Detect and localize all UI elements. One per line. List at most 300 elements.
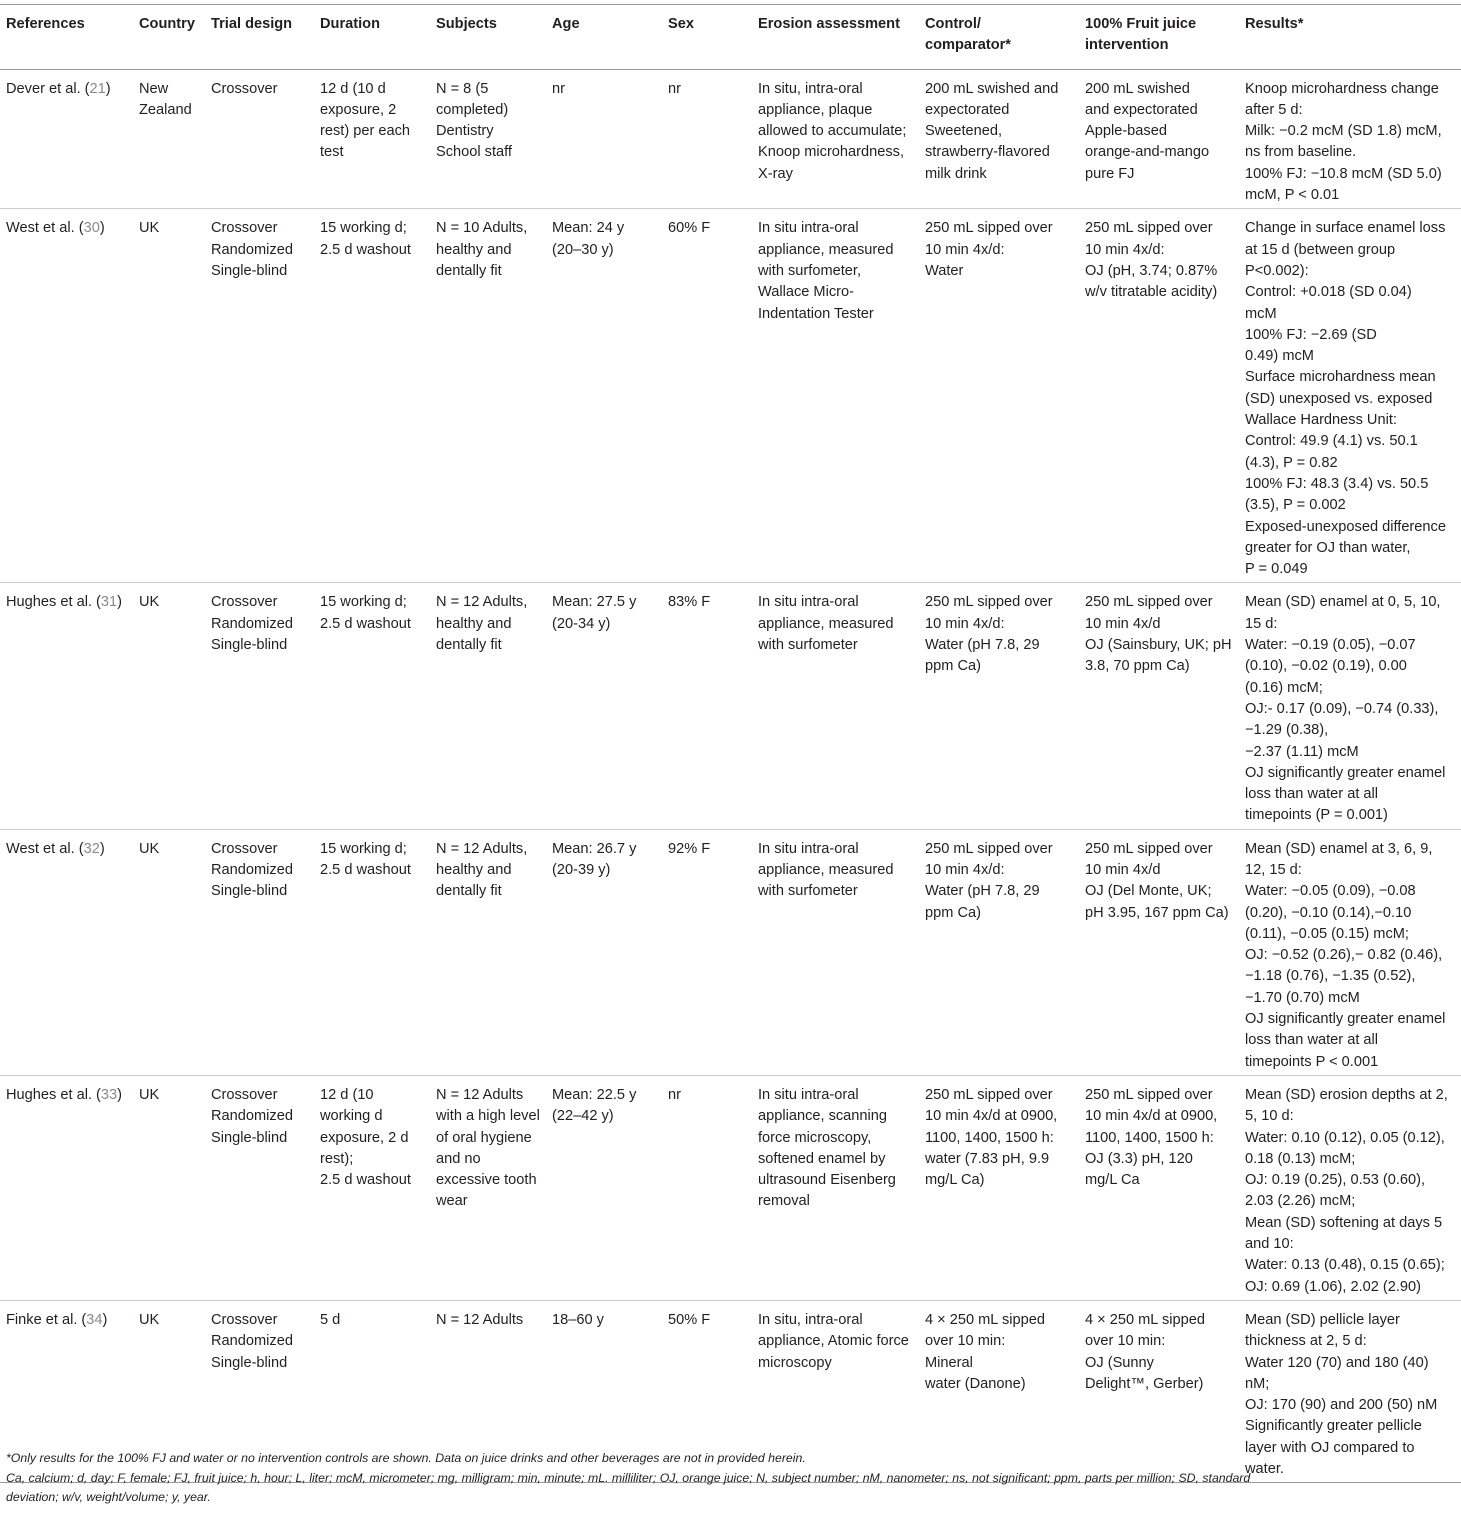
cell-line: 100% FJ: −2.69 (SD [1245, 326, 1377, 343]
cell-line: Mean (SD) erosion depths at 2, [1245, 1086, 1448, 1103]
cell-line: In situ intra-oral [758, 1086, 859, 1103]
cell-line: Mean (SD) enamel at 0, 5, 10, [1245, 594, 1441, 611]
age-cell [546, 583, 662, 829]
cell-line: Indentation Tester [758, 305, 874, 322]
cell-line: mg/L Ca) [925, 1172, 985, 1189]
cell-line: 92% F [668, 840, 711, 857]
sex-cell [662, 69, 752, 209]
cell-line: 250 mL sipped over [925, 594, 1053, 611]
table-row [0, 829, 1461, 1075]
cell-line: 100% FJ: 48.3 (3.4) vs. 50.5 [1245, 475, 1429, 492]
subjects-cell [430, 583, 546, 829]
control-cell [919, 209, 1079, 583]
cell-line: water (Danone) [925, 1375, 1026, 1392]
cell-line: −2.37 (1.11) mcM [1245, 743, 1359, 760]
col-header-intervention [1079, 5, 1239, 70]
cell-line: expectorated [925, 101, 1010, 118]
cell-line: pure FJ [1085, 165, 1135, 182]
subjects-cell [430, 209, 546, 583]
cell-line: 12, 15 d: [1245, 861, 1302, 878]
control-cell [919, 583, 1079, 829]
cell-line: Mean (SD) softening at days 5 [1245, 1214, 1443, 1231]
reference-author: West et al. ( [6, 840, 84, 857]
cell-line: UK [139, 220, 160, 237]
cell-line: (0.20), −0.10 (0.14),−0.10 [1245, 904, 1412, 921]
cell-line: N = 12 Adults [436, 1311, 524, 1328]
footnote-line: *Only results for the 100% FJ and water or no intervention controls are shown. Data on juice drinks and other beverages are not in provided herein. [6, 1451, 806, 1465]
reference-author: Finke et al. ( [6, 1311, 87, 1328]
trial-design-cell [205, 1075, 314, 1300]
cell-line: nr [668, 1086, 681, 1103]
cell-line: 250 mL sipped over [1085, 1086, 1213, 1103]
reference-number-link[interactable]: 32 [83, 840, 100, 857]
cell-line: P<0.002): [1245, 262, 1309, 279]
cell-line: 18–60 y [552, 1311, 604, 1328]
cell-line: healthy and [436, 241, 512, 258]
age-cell [546, 829, 662, 1075]
cell-line: OJ: 0.19 (0.25), 0.53 (0.60), [1245, 1172, 1426, 1189]
cell-line: −1.70 (0.70) mcM [1245, 989, 1360, 1006]
cell-line: with a high level [436, 1108, 540, 1125]
cell-line: In situ, intra-oral [758, 80, 863, 97]
results-cell [1239, 209, 1461, 583]
cell-line: Water: 0.13 (0.48), 0.15 (0.65); [1245, 1257, 1445, 1274]
country-cell [133, 1075, 205, 1300]
cell-line: dentally fit [436, 262, 502, 279]
sex-cell [662, 583, 752, 829]
cell-line: and expectorated [1085, 101, 1198, 118]
cell-line: Delight™, Gerber) [1085, 1375, 1204, 1392]
col-header-results: Results* [1239, 5, 1461, 70]
cell-line: after 5 d: [1245, 101, 1303, 118]
erosion-assessment-cell [752, 829, 919, 1075]
cell-line: 10 min 4x/d [1085, 615, 1161, 632]
cell-line: School staff [436, 144, 512, 161]
cell-line: 2.03 (2.26) mcM; [1245, 1193, 1356, 1210]
reference-close: ) [117, 1086, 123, 1103]
cell-line: layer with OJ compared to [1245, 1439, 1415, 1456]
cell-line: (3.5), P = 0.002 [1245, 497, 1346, 514]
cell-line: In situ intra-oral [758, 220, 859, 237]
reference-close: ) [105, 80, 111, 97]
cell-line: 1100, 1400, 1500 h: [1085, 1129, 1214, 1146]
cell-line: Crossover [211, 220, 278, 237]
reference-author: Dever et al. ( [6, 80, 90, 97]
cell-line: 250 mL sipped over [1085, 594, 1213, 611]
cell-line: N = 10 Adults, [436, 220, 528, 237]
cell-line: dentally fit [436, 637, 502, 654]
cell-line: UK [139, 840, 160, 857]
cell-line: appliance, measured [758, 241, 894, 258]
cell-line: ultrasound Eisenberg [758, 1172, 896, 1189]
intervention-cell [1079, 829, 1239, 1075]
header-line: Control/ [925, 16, 981, 32]
reference-number-link[interactable]: 21 [89, 80, 106, 97]
cell-line: water. [1245, 1461, 1284, 1477]
control-cell [919, 1075, 1079, 1300]
cell-line: 2.5 d washout [320, 615, 411, 632]
cell-line: Randomized [211, 1108, 293, 1125]
cell-line: (20-39 y) [552, 861, 611, 878]
control-cell [919, 829, 1079, 1075]
cell-line: Change in surface enamel loss [1245, 220, 1446, 237]
cell-line: loss than water at all [1245, 1032, 1379, 1049]
cell-line: (20-34 y) [552, 615, 611, 632]
cell-line: removal [758, 1193, 810, 1210]
header-line: 100% Fruit juice [1085, 16, 1197, 32]
cell-line: and 10: [1245, 1236, 1294, 1253]
cell-line: 200 mL swished and [925, 80, 1059, 97]
results-cell [1239, 69, 1461, 209]
cell-line: Apple-based [1085, 123, 1167, 140]
cell-line: 10 min 4x/d at 0900, [925, 1108, 1058, 1125]
cell-line: with surfometer [758, 883, 858, 900]
trial-design-cell [205, 583, 314, 829]
cell-line: appliance, plaque [758, 101, 873, 118]
country-cell [133, 69, 205, 209]
intervention-cell [1079, 1075, 1239, 1300]
cell-line: OJ (Del Monte, UK; [1085, 883, 1212, 900]
results-cell [1239, 829, 1461, 1075]
cell-line: 83% F [668, 594, 711, 611]
cell-line: (0.16) mcM; [1245, 679, 1323, 696]
reference-close: ) [102, 1311, 108, 1328]
cell-line: with surfometer [758, 637, 858, 654]
reference-cell [0, 583, 133, 829]
studies-table [0, 4, 1461, 1483]
trial-design-cell [205, 829, 314, 1075]
cell-line: and no [436, 1150, 481, 1167]
cell-line: OJ:- 0.17 (0.09), −0.74 (0.33), [1245, 700, 1439, 717]
cell-line: Knoop microhardness change [1245, 80, 1439, 97]
header-line: intervention [1085, 37, 1169, 54]
table-row [0, 583, 1461, 829]
cell-line: 15 working d; [320, 840, 407, 857]
country-cell [133, 829, 205, 1075]
cell-line: exposure, 2 d [320, 1129, 409, 1146]
cell-line: In situ, intra-oral [758, 1311, 863, 1328]
reference-author: Hughes et al. ( [6, 594, 101, 611]
cell-line: 10 min 4x/d at 0900, [1085, 1108, 1218, 1125]
cell-line: 15 working d; [320, 220, 407, 237]
cell-line: 12 d (10 [320, 1086, 374, 1103]
col-header-country: Country [133, 5, 205, 70]
cell-line: 250 mL sipped over [925, 1086, 1053, 1103]
reference-author: West et al. ( [6, 220, 84, 237]
subjects-cell [430, 69, 546, 209]
cell-line: Wallace Hardness Unit: [1245, 412, 1397, 429]
cell-line: strawberry-flavored [925, 144, 1050, 161]
reference-cell [0, 209, 133, 583]
cell-line: of oral hygiene [436, 1129, 532, 1146]
footnote-line: Ca, calcium; d, day; F, female; FJ, fruit juice; h, hour; L, liter; mcM, micrometer; mg, milligram; min, minute; mL. milliliter; OJ, orange juice; N, subject number; nM, nanometer; ns, not significant; ppm, parts per million; SD, standard [6, 1470, 1251, 1485]
cell-line: UK [139, 1086, 160, 1103]
cell-line: 10 min 4x/d: [1085, 241, 1165, 258]
age-cell [546, 209, 662, 583]
cell-line: appliance, measured [758, 861, 894, 878]
cell-line: N = 12 Adults, [436, 594, 528, 611]
cell-line: Exposed-unexposed difference [1245, 518, 1446, 535]
col-header-control [919, 5, 1079, 70]
subjects-cell [430, 829, 546, 1075]
trial-design-cell [205, 209, 314, 583]
cell-line: New [139, 80, 169, 97]
cell-line: test [320, 144, 344, 161]
cell-line: OJ (Sunny [1085, 1354, 1154, 1371]
cell-line: Mean: 24 y [552, 220, 625, 237]
cell-line: timepoints P < 0.001 [1245, 1053, 1379, 1070]
duration-cell [314, 829, 430, 1075]
duration-cell [314, 209, 430, 583]
cell-line: mcM [1245, 305, 1277, 322]
cell-line: Single-blind [211, 637, 288, 654]
cell-line: Single-blind [211, 883, 288, 900]
cell-line: Control: +0.018 (SD 0.04) [1245, 284, 1412, 301]
cell-line: OJ significantly greater enamel [1245, 1011, 1446, 1028]
cell-line: OJ significantly greater enamel [1245, 764, 1446, 781]
cell-line: appliance, scanning [758, 1108, 888, 1125]
cell-line: at 15 d (between group [1245, 241, 1396, 258]
cell-line: w/v titratable acidity) [1085, 284, 1218, 301]
reference-number-link[interactable]: 30 [83, 220, 100, 237]
cell-line: 15 working d; [320, 594, 407, 611]
cell-line: 15 d: [1245, 615, 1278, 632]
cell-line: milk drink [925, 165, 987, 182]
cell-line: microscopy [758, 1354, 832, 1371]
cell-line: Knoop microhardness, [758, 144, 905, 161]
cell-line: Control: 49.9 (4.1) vs. 50.1 [1245, 433, 1418, 450]
cell-line: softened enamel by [758, 1150, 886, 1167]
results-cell [1239, 1075, 1461, 1300]
cell-line: Zealand [139, 101, 192, 118]
cell-line: Single-blind [211, 262, 288, 279]
cell-line: Randomized [211, 1333, 293, 1350]
cell-line: timepoints (P = 0.001) [1245, 807, 1388, 824]
cell-line: 10 min 4x/d: [925, 241, 1005, 258]
cell-line: 2.5 d washout [320, 1172, 411, 1189]
reference-cell [0, 829, 133, 1075]
cell-line: 3.8, 70 ppm Ca) [1085, 658, 1190, 675]
col-header-age: Age [546, 5, 662, 70]
cell-line: mcM, P < 0.01 [1245, 187, 1340, 204]
duration-cell [314, 1075, 430, 1300]
cell-line: 2.5 d washout [320, 241, 411, 258]
cell-line: Sweetened, [925, 123, 1003, 140]
cell-line: greater for OJ than water, [1245, 539, 1411, 556]
cell-line: appliance, measured [758, 615, 894, 632]
reference-close: ) [117, 594, 123, 611]
cell-line: pH 3.95, 167 ppm Ca) [1085, 904, 1229, 921]
cell-line: UK [139, 1311, 160, 1328]
cell-line: OJ: −0.52 (0.26),− 0.82 (0.46), [1245, 947, 1443, 964]
cell-line: Randomized [211, 861, 293, 878]
cell-line: Crossover [211, 840, 278, 857]
cell-line: working d [320, 1108, 383, 1125]
cell-line: nM; [1245, 1375, 1270, 1392]
cell-line: 5 d [320, 1311, 341, 1328]
control-cell [919, 69, 1079, 209]
cell-line: OJ: 170 (90) and 200 (50) nM [1245, 1397, 1438, 1414]
cell-line: dentally fit [436, 883, 502, 900]
cell-line: nr [552, 80, 565, 97]
table-row [0, 209, 1461, 583]
cell-line: Mean (SD) enamel at 3, 6, 9, [1245, 840, 1433, 857]
header-line: comparator* [925, 37, 1011, 54]
intervention-cell [1079, 209, 1239, 583]
cell-line: 250 mL sipped over [1085, 220, 1213, 237]
cell-line: healthy and [436, 861, 512, 878]
country-cell [133, 583, 205, 829]
cell-line: In situ intra-oral [758, 594, 859, 611]
cell-line: appliance, Atomic force [758, 1333, 909, 1350]
col-header-sex: Sex [662, 5, 752, 70]
cell-line: Randomized [211, 241, 293, 258]
cell-line: Dentistry [436, 123, 494, 140]
age-cell [546, 69, 662, 209]
cell-line: 250 mL sipped over [925, 840, 1053, 857]
sex-cell [662, 829, 752, 1075]
table-body [0, 69, 1461, 1483]
cell-line: N = 8 (5 [436, 80, 489, 97]
cell-line: Water [925, 262, 964, 279]
cell-line: Water: 0.10 (0.12), 0.05 (0.12), [1245, 1129, 1445, 1146]
cell-line: 250 mL sipped over [925, 220, 1053, 237]
cell-line: wear [436, 1193, 468, 1210]
erosion-assessment-cell [752, 69, 919, 209]
cell-line: ns from baseline. [1245, 144, 1357, 161]
cell-line: −1.18 (0.76), −1.35 (0.52), [1245, 968, 1416, 985]
cell-line: (SD) unexposed vs. exposed [1245, 390, 1433, 407]
cell-line: 200 mL swished [1085, 80, 1190, 97]
table-row [0, 1075, 1461, 1300]
trial-design-cell [205, 69, 314, 209]
cell-line: N = 12 Adults [436, 1086, 524, 1103]
col-header-references: References [0, 5, 133, 70]
cell-line: Crossover [211, 1086, 278, 1103]
cell-line: Crossover [211, 594, 278, 611]
cell-line: 2.5 d washout [320, 861, 411, 878]
cell-line: (20–30 y) [552, 241, 614, 258]
cell-line: Randomized [211, 615, 293, 632]
cell-line: 1100, 1400, 1500 h: [925, 1129, 1054, 1146]
cell-line: Crossover [211, 80, 278, 97]
cell-line: (22–42 y) [552, 1108, 614, 1125]
cell-line: 10 min 4x/d [1085, 861, 1161, 878]
col-header-trial-design: Trial design [205, 5, 314, 70]
cell-line: 4 × 250 mL sipped [925, 1311, 1045, 1328]
subjects-cell [430, 1075, 546, 1300]
cell-line: nr [668, 80, 681, 97]
cell-line: Milk: −0.2 mcM (SD 1.8) mcM, [1245, 123, 1442, 140]
cell-line: Mean: 22.5 y [552, 1086, 637, 1103]
duration-cell [314, 583, 430, 829]
cell-line: X-ray [758, 165, 793, 182]
cell-line: OJ (Sainsbury, UK; pH [1085, 637, 1232, 654]
reference-number-link[interactable]: 33 [100, 1086, 118, 1103]
cell-line: allowed to accumulate; [758, 123, 907, 140]
cell-line: 50% F [668, 1311, 711, 1328]
cell-line: −1.29 (0.38), [1245, 722, 1329, 739]
cell-line: 60% F [668, 220, 711, 237]
cell-line: 4 × 250 mL sipped [1085, 1311, 1205, 1328]
reference-cell [0, 1075, 133, 1300]
cell-line: with surfometer, [758, 262, 862, 279]
cell-line: Single-blind [211, 1129, 288, 1146]
cell-line: 10 min 4x/d: [925, 861, 1005, 878]
cell-line: 0.49) mcM [1245, 348, 1314, 365]
col-header-subjects: Subjects [430, 5, 546, 70]
sex-cell [662, 209, 752, 583]
cell-line: P = 0.049 [1245, 561, 1308, 578]
cell-line: 0.18 (0.13) mcM; [1245, 1150, 1356, 1167]
cell-line: Wallace Micro- [758, 284, 854, 301]
cell-line: Crossover [211, 1311, 278, 1328]
cell-line: Water (pH 7.8, 29 [925, 883, 1040, 900]
table-footnotes [6, 1449, 1456, 1508]
cell-line: (0.11), −0.05 (0.15) mcM; [1245, 925, 1409, 942]
cell-line: completed) [436, 101, 509, 118]
reference-close: ) [99, 220, 105, 237]
cell-line: In situ intra-oral [758, 840, 859, 857]
cell-line: exposure, 2 [320, 101, 397, 118]
cell-line: rest) per each [320, 123, 411, 140]
intervention-cell [1079, 583, 1239, 829]
erosion-assessment-cell [752, 1075, 919, 1300]
cell-line: Surface microhardness mean [1245, 369, 1436, 386]
reference-author: Hughes et al. ( [6, 1086, 101, 1103]
cell-line: Water: −0.19 (0.05), −0.07 [1245, 637, 1416, 654]
duration-cell [314, 69, 430, 209]
reference-cell [0, 69, 133, 209]
age-cell [546, 1075, 662, 1300]
country-cell [133, 209, 205, 583]
cell-line: 12 d (10 d [320, 80, 386, 97]
cell-line: OJ (pH, 3.74; 0.87% [1085, 262, 1218, 279]
reference-close: ) [99, 840, 105, 857]
cell-line: (0.10), −0.02 (0.19), 0.00 [1245, 658, 1407, 675]
cell-line: orange-and-mango [1085, 144, 1210, 161]
cell-line: Single-blind [211, 1354, 288, 1371]
cell-line: Significantly greater pellicle [1245, 1418, 1422, 1435]
reference-number-link[interactable]: 31 [100, 594, 118, 611]
cell-line: ppm Ca) [925, 904, 981, 921]
sex-cell [662, 1075, 752, 1300]
cell-line: N = 12 Adults, [436, 840, 528, 857]
cell-line: force microscopy, [758, 1129, 872, 1146]
cell-line: 5, 10 d: [1245, 1108, 1294, 1125]
cell-line: (4.3), P = 0.82 [1245, 454, 1338, 471]
table-row [0, 69, 1461, 209]
cell-line: 100% FJ: −10.8 mcM (SD 5.0) [1245, 165, 1442, 182]
cell-line: Water: −0.05 (0.09), −0.08 [1245, 883, 1416, 900]
col-header-erosion-assessment: Erosion assessment [752, 5, 919, 70]
cell-line: Water (pH 7.8, 29 [925, 637, 1040, 654]
cell-line: over 10 min: [1085, 1333, 1166, 1350]
cell-line: Mean (SD) pellicle layer [1245, 1311, 1400, 1328]
cell-line: Mineral [925, 1354, 973, 1371]
cell-line: 250 mL sipped over [1085, 840, 1213, 857]
reference-number-link[interactable]: 34 [86, 1311, 103, 1328]
cell-line: rest); [320, 1150, 354, 1167]
cell-line: UK [139, 594, 160, 611]
col-header-duration: Duration [314, 5, 430, 70]
cell-line: over 10 min: [925, 1333, 1006, 1350]
cell-line: 10 min 4x/d: [925, 615, 1005, 632]
cell-line: healthy and [436, 615, 512, 632]
footnote-line: deviation; w/v, weight/volume; y, year. [6, 1490, 211, 1504]
cell-line: ppm Ca) [925, 658, 981, 675]
results-cell [1239, 583, 1461, 829]
